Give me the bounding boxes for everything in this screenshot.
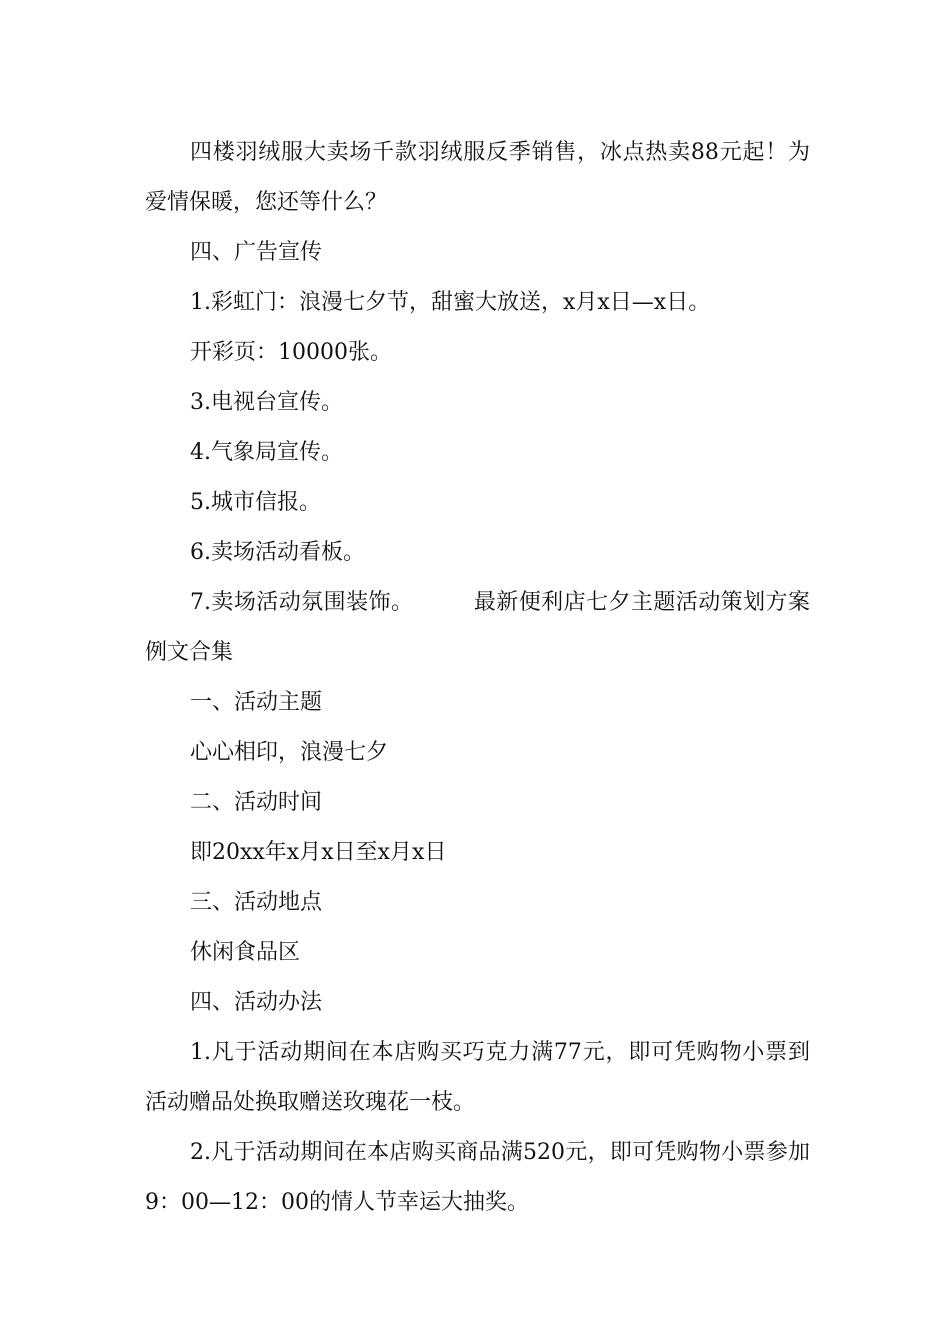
list-item-activity-board: 6.卖场活动看板。	[190, 540, 365, 565]
list-item-rainbow-gate: 1.彩虹门：浪漫七夕节，甜蜜大放送，x月x日—x日。	[190, 290, 711, 315]
list-item-tv-station: 3.电视台宣传。	[190, 390, 343, 415]
activity-time-text: 即20xx年x月x日至x月x日	[190, 840, 447, 865]
heading-activity-method: 四、活动办法	[190, 990, 323, 1015]
paragraph-promotion: 四楼羽绒服大卖场千款羽绒服反季销售，冰点热卖88元起！为爱情保暖，您还等什么？	[145, 140, 810, 215]
list-item-city-news: 5.城市信报。	[190, 490, 321, 515]
heading-activity-theme: 一、活动主题	[190, 690, 323, 715]
list-item-decoration: 7.卖场活动氛围装饰。	[190, 590, 414, 615]
list-item-weather-bureau: 4.气象局宣传。	[190, 440, 343, 465]
document-body	[145, 128, 810, 1228]
heading-advertising: 四、广告宣传	[190, 240, 323, 265]
paragraph-decoration-and-title	[145, 578, 810, 678]
activity-theme-text: 心心相印，浪漫七夕	[190, 740, 389, 765]
document-section-title: 最新便利店七夕主题活动策划方案例文合集	[145, 590, 810, 665]
method-item-lucky-draw: 2.凡于活动期间在本店购买商品满520元，即可凭购物小票参加9：00—12：00的情人节幸运大抽奖。	[145, 1140, 810, 1215]
activity-location-text: 休闲食品区	[190, 940, 301, 965]
heading-activity-time: 二、活动时间	[190, 790, 323, 815]
heading-activity-location: 三、活动地点	[190, 890, 323, 915]
list-item-color-pages: 开彩页：10000张。	[190, 340, 392, 365]
method-item-chocolate: 1.凡于活动期间在本店购买巧克力满77元，即可凭购物小票到活动赠品处换取赠送玫瑰花一枝。	[145, 1040, 810, 1115]
